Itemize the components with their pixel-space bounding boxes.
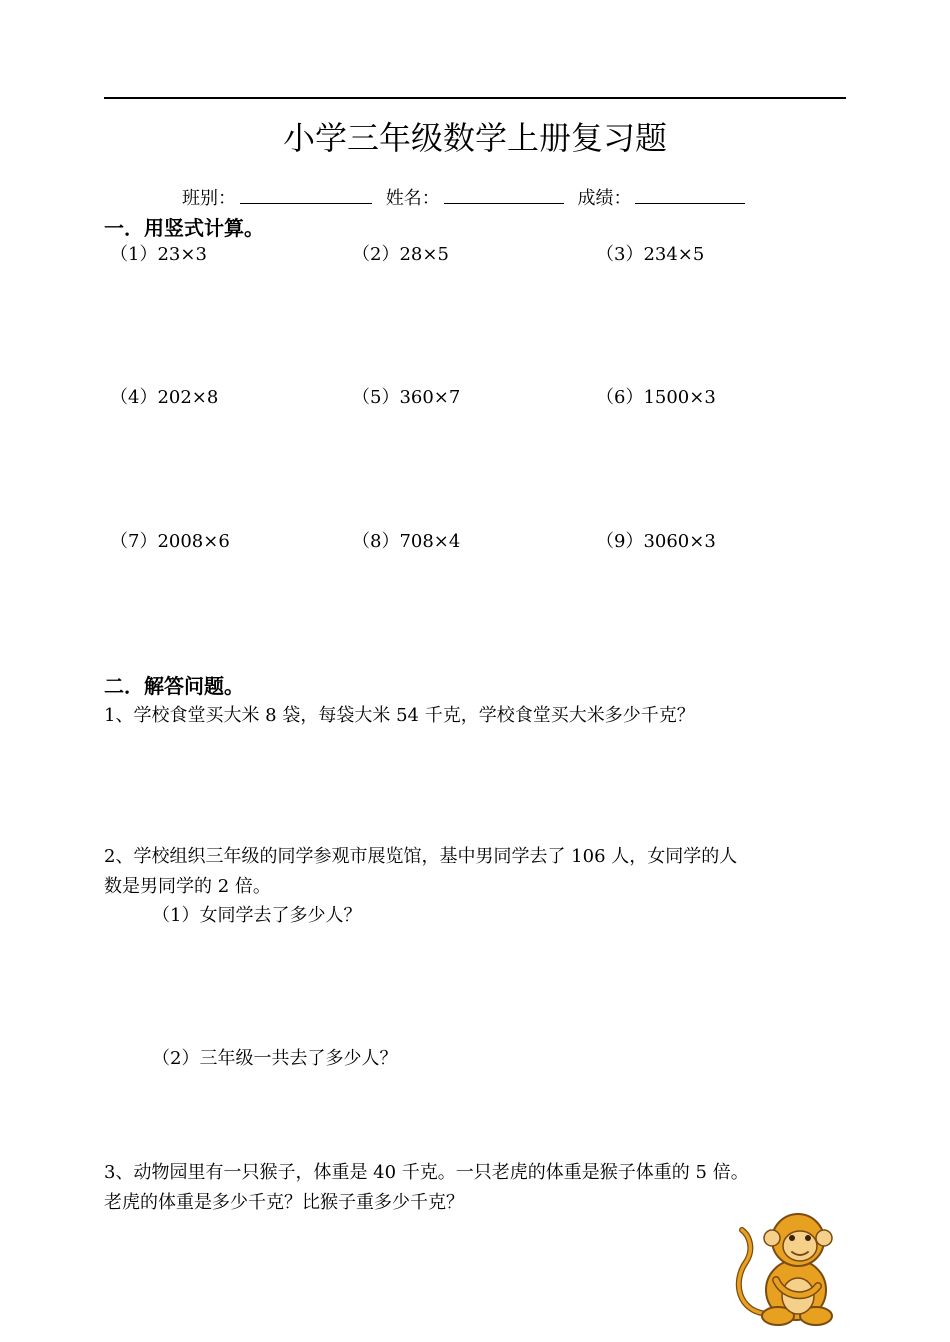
worksheet-title: 小学三年级数学上册复习题 (282, 119, 667, 157)
header-rule (104, 97, 846, 99)
calc-problem-9: （9）3060×3 (596, 531, 716, 552)
section1-heading: 一．用竖式计算。 (104, 216, 264, 240)
calc-problem-3: （3）234×5 (596, 244, 705, 265)
student-info-line (182, 183, 753, 213)
name-label: 姓名： (385, 188, 440, 209)
name-blank[interactable] (444, 183, 564, 204)
calc-problem-8: （8）708×4 (352, 531, 461, 552)
question-2-line-1: 2、学校组织三年级的同学参观市展览馆，基中男同学去了 106 人，女同学的人 (104, 846, 738, 867)
question-1: 1、学校食堂买大米 8 袋，每袋大米 54 千克，学校食堂买大米多少千克？ (104, 705, 695, 726)
question-2-sub-1: （1）女同学去了多少人？ (152, 905, 362, 926)
monkey-illustration (728, 1202, 848, 1332)
class-blank[interactable] (240, 183, 372, 204)
question-2-sub-2: （2）三年级一共去了多少人？ (152, 1048, 398, 1069)
question-3-line-2: 老虎的体重是多少千克？比猴子重多少千克？ (104, 1192, 464, 1213)
section2-heading: 二．解答问题。 (104, 674, 244, 698)
calc-problem-2: （2）28×5 (352, 244, 449, 265)
calc-problem-4: （4）202×8 (110, 387, 219, 408)
calc-problem-1: （1）23×3 (110, 244, 207, 265)
calc-problem-5: （5）360×7 (352, 387, 461, 408)
score-label: 成绩： (577, 188, 632, 209)
calc-problem-7: （7）2008×6 (110, 531, 230, 552)
score-blank[interactable] (635, 183, 745, 204)
question-2-line-2: 数是男同学的 2 倍。 (104, 876, 271, 897)
class-label: 班别： (182, 188, 236, 209)
question-3-line-1: 3、动物园里有一只猴子，体重是 40 千克。一只老虎的体重是猴子体重的 5 倍。 (104, 1162, 749, 1183)
calc-problem-6: （6）1500×3 (596, 387, 716, 408)
